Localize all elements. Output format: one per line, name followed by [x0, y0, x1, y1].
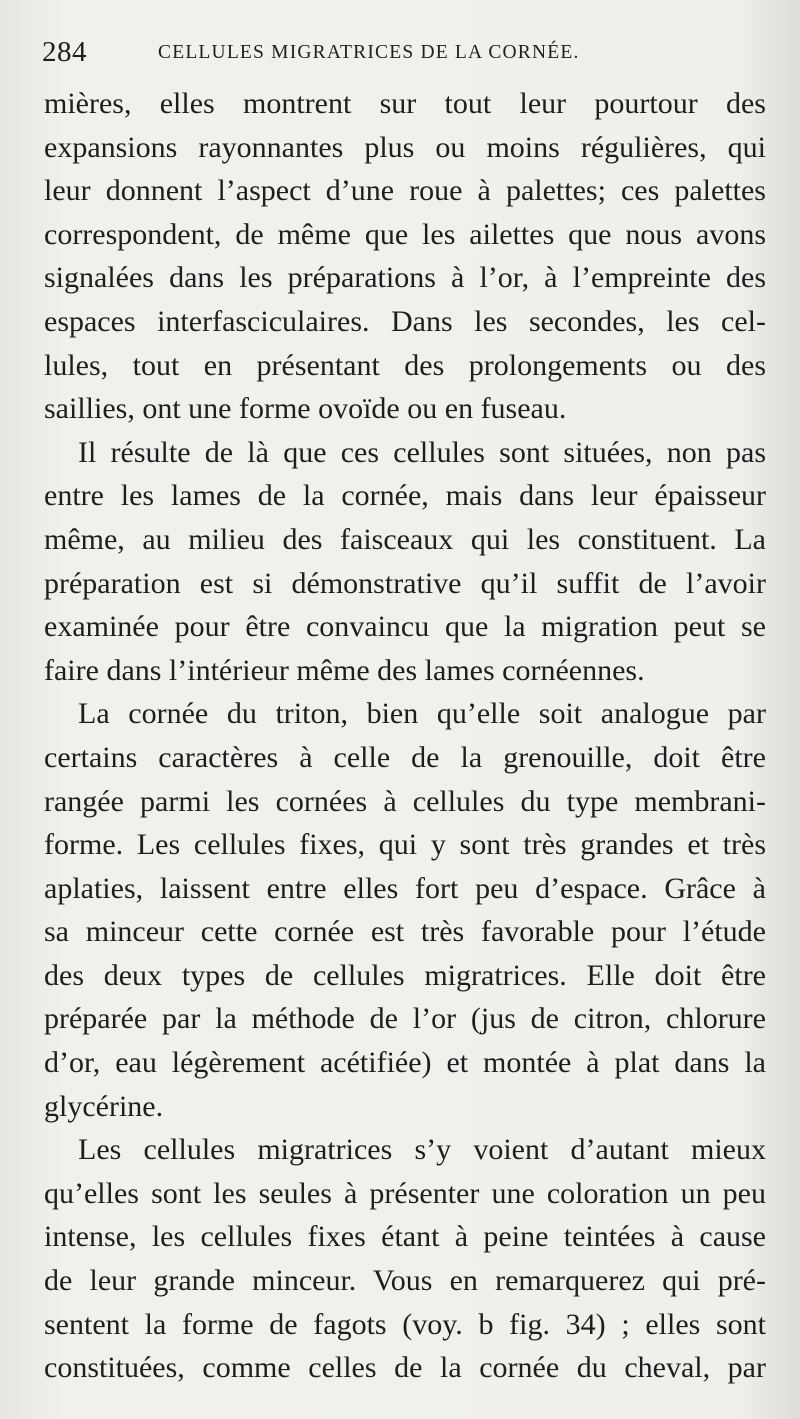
text-line: lules, tout en présentant des prolongements ou des [44, 348, 766, 382]
text-line: d’or, eau légèrement acétifiée) et montée à plat dans la [44, 1046, 766, 1080]
text-line: signalées dans les préparations à l’or, à l’empreinte des [44, 261, 766, 295]
text-line: mières, elles montrent sur tout leur pourtour des [44, 87, 766, 120]
running-head [40, 32, 760, 72]
text-line: qu’elles sont les seules à présenter une coloration un peu [44, 1176, 766, 1210]
text-line: préparée par la méthode de l’or (jus de citron, chlorure [44, 1002, 766, 1036]
text-line: constituées, comme celles de la cornée du cheval, par [44, 1351, 766, 1385]
text-line: expansions rayonnantes plus ou moins régulières, qui [44, 130, 766, 164]
paragraph-end-line: faire dans l’intérieur même des lames cornéennes. [44, 653, 645, 687]
text-line: de leur grande minceur. Vous en remarquerez qui pré- [44, 1264, 766, 1298]
paragraph-start-line: Il résulte de là que ces cellules sont situées, non pas [78, 435, 766, 469]
text-line: sa minceur cette cornée est très favorable pour l’étude [44, 915, 766, 949]
paragraph-start-line: Les cellules migratrices s’y voient d’autant mieux [78, 1133, 766, 1167]
text-line: préparation est si démonstrative qu’il suffit de l’avoir [44, 566, 766, 600]
body-text [44, 82, 766, 1390]
text-line: intense, les cellules fixes étant à peine teintées à cause [44, 1220, 766, 1254]
text-line: aplaties, laissent entre elles fort peu d’espace. Grâce à [44, 871, 766, 905]
paragraph-start-line: La cornée du triton, bien qu’elle soit analogue par [78, 697, 766, 731]
text-line: rangée parmi les cornées à cellules du type membrani- [44, 784, 766, 818]
running-title: CELLULES MIGRATRICES DE LA CORNÉE. [158, 42, 580, 63]
text-line: espaces interfasciculaires. Dans les secondes, les cel- [44, 304, 766, 338]
text-line: entre les lames de la cornée, mais dans leur épaisseur [44, 479, 766, 513]
text-line: certains caractères à celle de la grenouille, doit être [44, 740, 766, 774]
text-line: examinée pour être convaincu que la migration peut se [44, 610, 766, 644]
paragraph-end-line: saillies, ont une forme ovoïde ou en fuseau. [44, 392, 567, 426]
page-number: 284 [42, 36, 87, 68]
text-line: même, au milieu des faisceaux qui les constituent. La [44, 522, 766, 556]
paragraph-end-line: glycérine. [44, 1089, 164, 1123]
text-line: forme. Les cellules fixes, qui y sont très grandes et très [44, 828, 766, 862]
text-line: des deux types de cellules migratrices. Elle doit être [44, 958, 766, 992]
text-line: leur donnent l’aspect d’une roue à palettes; ces palettes [44, 174, 766, 208]
text-line: correspondent, de même que les ailettes que nous avons [44, 217, 766, 251]
text-line: sentent la forme de fagots (voy. b fig. 34) ; elles sont [44, 1307, 766, 1341]
